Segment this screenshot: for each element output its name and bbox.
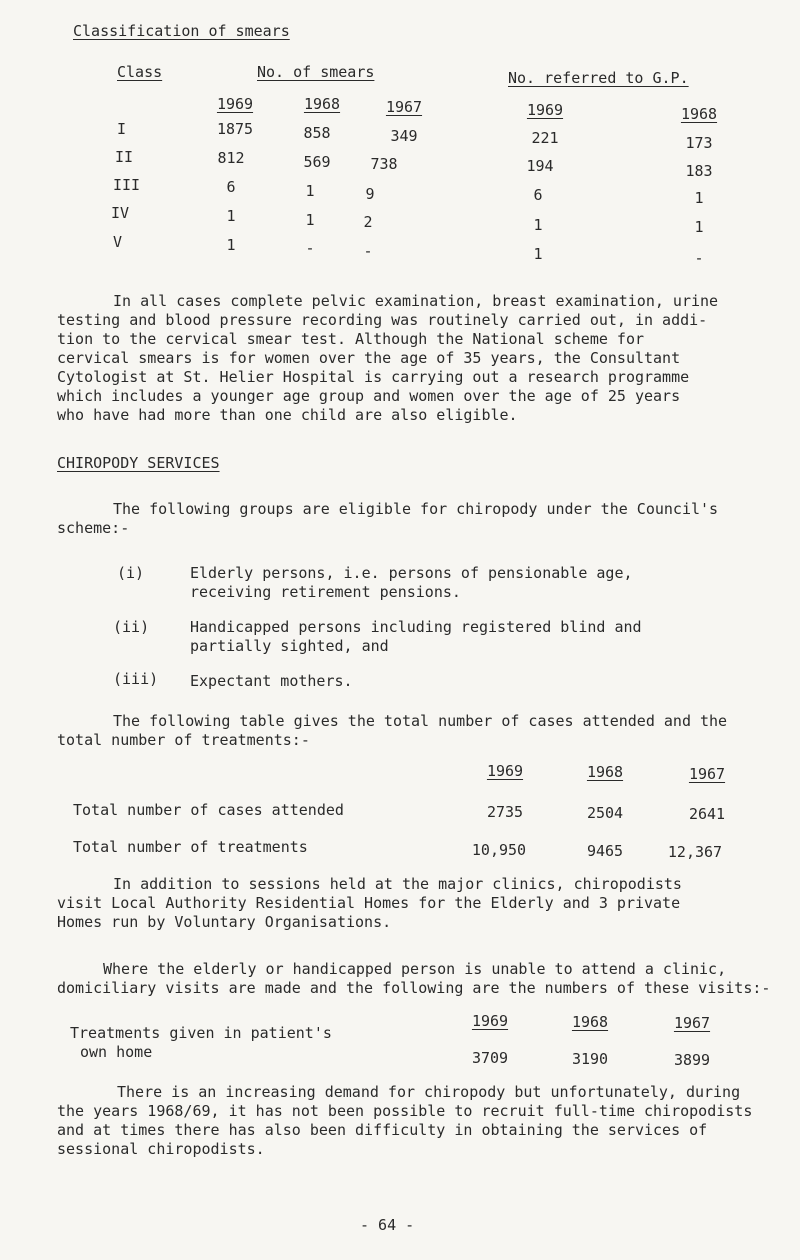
paragraph-line: and at times there has also been difficulty in obtaining the services of (57, 1121, 708, 1139)
table-cell: 1 (226, 236, 236, 254)
paragraph-line: which includes a younger age group and women over the age of 25 years (57, 387, 681, 405)
paragraph-line: who have had more than one child are also eligible. (57, 406, 518, 424)
paragraph-line: In addition to sessions held at the major clinics, chiropodists (113, 875, 682, 893)
table-cell: 1875 (216, 120, 254, 138)
section-heading: CHIROPODY SERVICES (57, 454, 220, 472)
page-number: - 64 - (360, 1216, 415, 1234)
paragraph-line: The following table gives the total number of cases attended and the (113, 712, 728, 730)
paragraph-line: The following groups are eligible for chiropody under the Council's (113, 500, 719, 518)
list-item-line: receiving retirement pensions. (190, 583, 461, 601)
table-cell: 183 (685, 162, 713, 180)
table-cell: 194 (526, 157, 554, 175)
paragraph-line: In all cases complete pelvic examination, breast examination, urine (113, 292, 719, 310)
year-header: 1967 (673, 1014, 711, 1032)
paragraph-line: Where the elderly or handicapped person is unable to attend a clinic, (103, 960, 727, 978)
year-header: 1967 (385, 98, 423, 116)
paragraph-line: There is an increasing demand for chiropody but unfortunately, during (117, 1083, 741, 1101)
table-cell: 3190 (571, 1050, 609, 1068)
smears-title: Classification of smears (73, 22, 290, 40)
table-cell-class: IV (111, 204, 130, 222)
table-cell: 6 (533, 186, 543, 204)
list-item-line: Expectant mothers. (190, 672, 353, 690)
table-cell: 3709 (471, 1049, 509, 1067)
table-cell: 12,367 (667, 843, 723, 861)
table-cell: 2 (363, 213, 373, 231)
table-cell: 2735 (486, 803, 524, 821)
table-cell-class: V (113, 233, 123, 251)
year-header: 1969 (486, 762, 524, 780)
table-cell: 1 (226, 207, 236, 225)
col-class-header: Class (117, 63, 163, 81)
paragraph-line: cervical smears is for women over the age of 35 years, the Consultant (57, 349, 681, 367)
year-header: 1968 (586, 763, 624, 781)
list-item-line: partially sighted, and (190, 637, 389, 655)
year-header: 1969 (216, 95, 254, 113)
list-item-line: Handicapped persons including registered blind and (190, 618, 642, 636)
table-cell: 349 (390, 127, 418, 145)
paragraph-line: total number of treatments:- (57, 731, 310, 749)
table-row-label: own home (80, 1043, 153, 1061)
table-cell: 1 (533, 216, 543, 234)
year-header: 1968 (571, 1013, 609, 1031)
table-cell: - (305, 239, 315, 257)
table-cell: 1 (694, 189, 704, 207)
table-cell-class: II (115, 148, 134, 166)
paragraph-line: sessional chiropodists. (57, 1140, 265, 1158)
table-cell: 1 (305, 211, 315, 229)
paragraph-line: tion to the cervical smear test. Although the National scheme for (57, 330, 644, 348)
list-item-number: (ii) (113, 618, 150, 636)
year-header: 1968 (680, 105, 718, 123)
table-cell: 1 (305, 182, 315, 200)
table-cell: 221 (531, 129, 559, 147)
table-cell: 9 (365, 185, 375, 203)
table-row-label: Treatments given in patient's (70, 1024, 332, 1042)
table-cell: 3899 (673, 1051, 711, 1069)
col-referred-header: No. referred to G.P. (508, 69, 689, 87)
list-item-number: (iii) (113, 670, 159, 688)
table-cell-class: III (113, 176, 141, 194)
table-cell: 569 (303, 153, 331, 171)
table-cell: 10,950 (471, 841, 527, 859)
table-cell: 173 (685, 134, 713, 152)
year-header: 1968 (303, 95, 341, 113)
table-cell: 9465 (586, 842, 624, 860)
paragraph-line: Cytologist at St. Helier Hospital is carrying out a research programme (57, 368, 690, 386)
table-cell-class: I (117, 120, 127, 138)
list-item-number: (i) (117, 564, 145, 582)
table-row-label: Total number of treatments (73, 838, 308, 856)
year-header: 1969 (471, 1012, 509, 1030)
table-cell: 812 (217, 149, 245, 167)
col-no-smears-header: No. of smears (257, 63, 375, 81)
table-cell: 6 (226, 178, 236, 196)
paragraph-line: Homes run by Voluntary Organisations. (57, 913, 392, 931)
table-cell: 2504 (586, 804, 624, 822)
paragraph-line: visit Local Authority Residential Homes for the Elderly and 3 private (57, 894, 681, 912)
paragraph-line: the years 1968/69, it has not been possible to recruit full-time chiropodists (57, 1102, 753, 1120)
table-cell: 738 (370, 155, 398, 173)
year-header: 1969 (526, 101, 564, 119)
table-row-label: Total number of cases attended (73, 801, 344, 819)
table-cell: 2641 (688, 805, 726, 823)
table-cell: 1 (694, 218, 704, 236)
paragraph-line: testing and blood pressure recording was routinely carried out, in addi- (57, 311, 708, 329)
table-cell: - (694, 249, 704, 267)
paragraph-line: domiciliary visits are made and the following are the numbers of these visits:- (57, 979, 771, 997)
table-cell: 1 (533, 245, 543, 263)
year-header: 1967 (688, 765, 726, 783)
table-cell: 858 (303, 124, 331, 142)
paragraph-line: scheme:- (57, 519, 130, 537)
table-cell: - (363, 242, 373, 260)
list-item-line: Elderly persons, i.e. persons of pensionable age, (190, 564, 633, 582)
